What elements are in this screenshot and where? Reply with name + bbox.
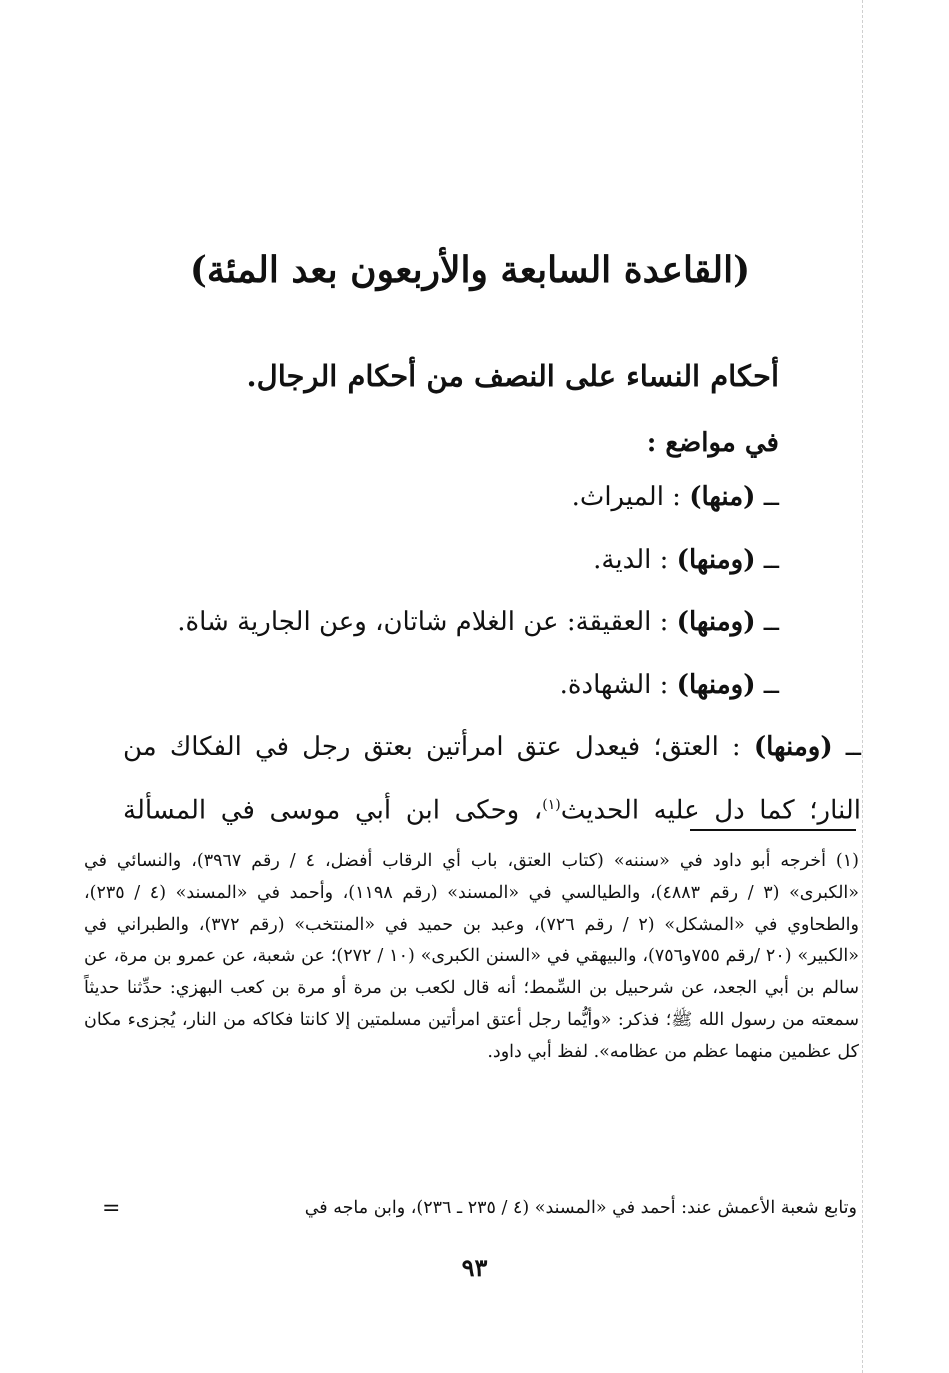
item-dash: ــ — [763, 607, 779, 637]
continuation-mark: = — [102, 1196, 121, 1221]
page-number: ٩٣ — [461, 1253, 488, 1282]
item-label: (ومنها) — [676, 545, 756, 575]
item-label: (ومنها) — [676, 607, 756, 637]
footnote-reference[interactable]: (١) — [542, 797, 561, 813]
item-text: : الشهادة. — [559, 670, 669, 700]
item-dash: ــ — [763, 482, 779, 512]
list-item — [177, 599, 779, 645]
list-item — [593, 537, 779, 583]
rule-title: (القاعدة السابعة والأربعون بعد المئة) — [189, 249, 751, 291]
item-label: (منها) — [689, 482, 756, 512]
item-label: (ومنها) — [676, 670, 756, 700]
item-text: : الدية. — [593, 545, 669, 575]
list-item — [572, 474, 779, 520]
item-text: : الميراث. — [571, 482, 681, 512]
body-paragraph — [123, 718, 861, 840]
footnote-continuation: وتابع شعبة الأعمش عند: أحمد في «المسند» (٤ / ٢٣٥ ـ ٢٣٦)، وابن ماجه في — [304, 1198, 857, 1218]
paragraph-text-continued: ، وحكى ابن أبي موسى في المسألة — [123, 795, 543, 826]
footnotes-section — [84, 846, 859, 1069]
intro-line: في مواضع : — [646, 428, 779, 458]
footnote-separator — [690, 829, 856, 831]
item-dash: ــ — [763, 545, 779, 575]
list-item — [560, 662, 779, 708]
footnote: (١) أخرجه أبو داود في «سننه» (كتاب العتق، باب أي الرقاب أفضل، ٤ / رقم ٣٩٦٧)، والنسائي في «الكبرى» (٣ / رقم ٤٨٨٣)، والطيالسي في «المسند» (رقم ١١٩٨)، وأحمد في «المسند» (٤ / ٢٣٥)، والطحاوي في «المشكل» (٢ / رقم ٧٢٦)، وعبد بن حميد في «المنتخب» (رقم ٣٧٢)، والطبراني في «الكبير» (٢٠ /رقم ٧٥٥و٧٥٦)، والبيهقي في «السنن الكبرى» (١٠ / ٢٧٢)؛ عن شعبة، عن عمرو بن مرة، عن سالم بن أبي الجعد، عن شرحبيل بن السِّمط؛ أنه قال لكعب بن مرة أو مرة بن كعب البهزي: حدِّثنا حديثاً سمعته من رسول الله ﷺ؛ فذكر: «وأيُّما رجل أعتق امرأتين مسلمتين إلا كانتا فكاكه من النار، يُجزىء مكان كل عظمين منهما عظم من عظامه». لفظ أبي داود. — [84, 851, 859, 1062]
paragraph-text: : العتق؛ فيعدل عتق امرأتين بعتق رجل في الفكاك من النار؛ كما دل عليه الحديث — [123, 732, 861, 826]
paragraph-label: (ومنها) — [753, 732, 833, 762]
page-edge-line — [862, 0, 863, 1373]
item-dash: ــ — [763, 670, 779, 700]
rule-subtitle: أحكام النساء على النصف من أحكام الرجال. — [246, 359, 779, 393]
item-text: : العقيقة: عن الغلام شاتان، وعن الجارية شاة. — [177, 607, 669, 637]
paragraph-dash: ــ — [845, 732, 862, 762]
